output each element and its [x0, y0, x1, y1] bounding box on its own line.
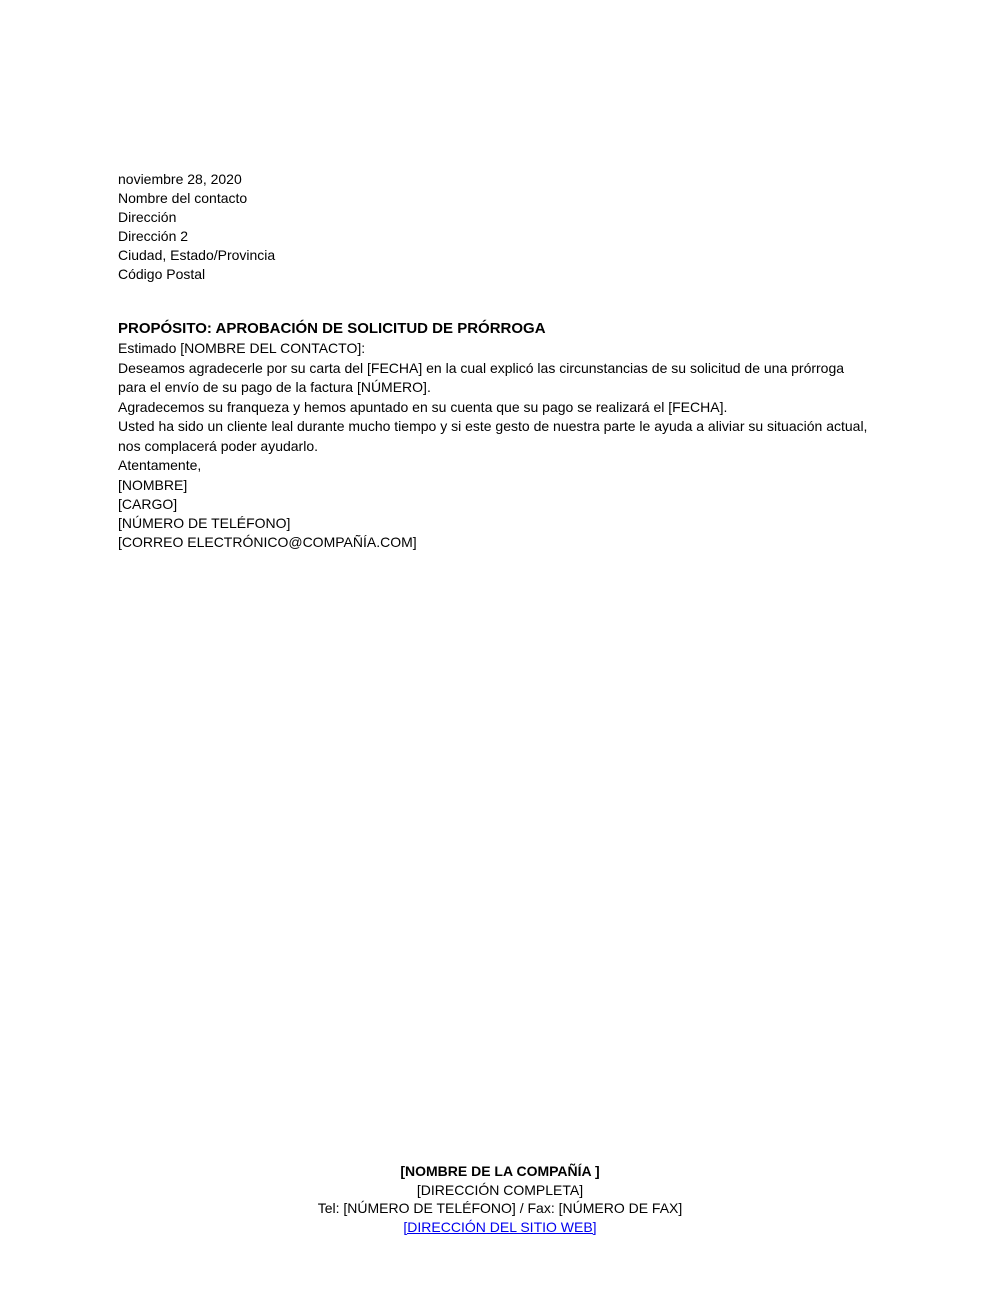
signature-block	[118, 476, 882, 553]
signature-phone: [NÚMERO DE TELÉFONO]	[118, 515, 291, 532]
letter-date: noviembre 28, 2020	[118, 171, 242, 187]
recipient-block	[118, 189, 882, 284]
body-paragraph-2: Agradecemos su franqueza y hemos apuntado en su cuenta que su pago se realizará el [FECHA].	[118, 398, 728, 415]
closing-salutation: Atentamente,	[118, 457, 202, 473]
recipient-contact-name: Nombre del contacto	[118, 190, 248, 206]
company-tel-fax: Tel: [NÚMERO DE TELÉFONO] / Fax: [NÚMERO DE FAX]	[317, 1200, 683, 1216]
letter-body	[0, 0, 1000, 553]
website-link[interactable]: [DIRECCIÓN DEL SITIO WEB]	[403, 1218, 597, 1235]
body-paragraph-1: Deseamos agradecerle por su carta del [FECHA] en la cual explicó las circunstancias de su solicitud de una prórroga para el envío de su pago de la factura [NÚMERO].	[118, 359, 845, 395]
company-footer	[0, 1162, 1000, 1236]
recipient-address-2: Dirección 2	[118, 228, 189, 244]
subject-line: PROPÓSITO: APROBACIÓN DE SOLICITUD DE PRÓRROGA	[118, 320, 546, 337]
recipient-postal-code: Código Postal	[118, 266, 206, 282]
company-address: [DIRECCIÓN COMPLETA]	[416, 1181, 584, 1198]
recipient-address-1: Dirección	[118, 209, 177, 225]
company-name: [NOMBRE DE LA COMPAÑÍA ]	[400, 1163, 600, 1179]
recipient-city-state: Ciudad, Estado/Provincia	[118, 247, 276, 263]
signature-title: [CARGO]	[118, 495, 178, 512]
signature-name: [NOMBRE]	[118, 476, 188, 493]
signature-email: [CORREO ELECTRÓNICO@COMPAÑÍA.COM]	[118, 534, 417, 551]
salutation: Estimado [NOMBRE DEL CONTACTO]:	[118, 340, 366, 356]
body-paragraph-3: Usted ha sido un cliente leal durante mucho tiempo y si este gesto de nuestra parte le ayuda a aliviar su situación actual, nos complacerá poder ayudarlo.	[118, 418, 868, 454]
company-website-row	[0, 1218, 1000, 1237]
